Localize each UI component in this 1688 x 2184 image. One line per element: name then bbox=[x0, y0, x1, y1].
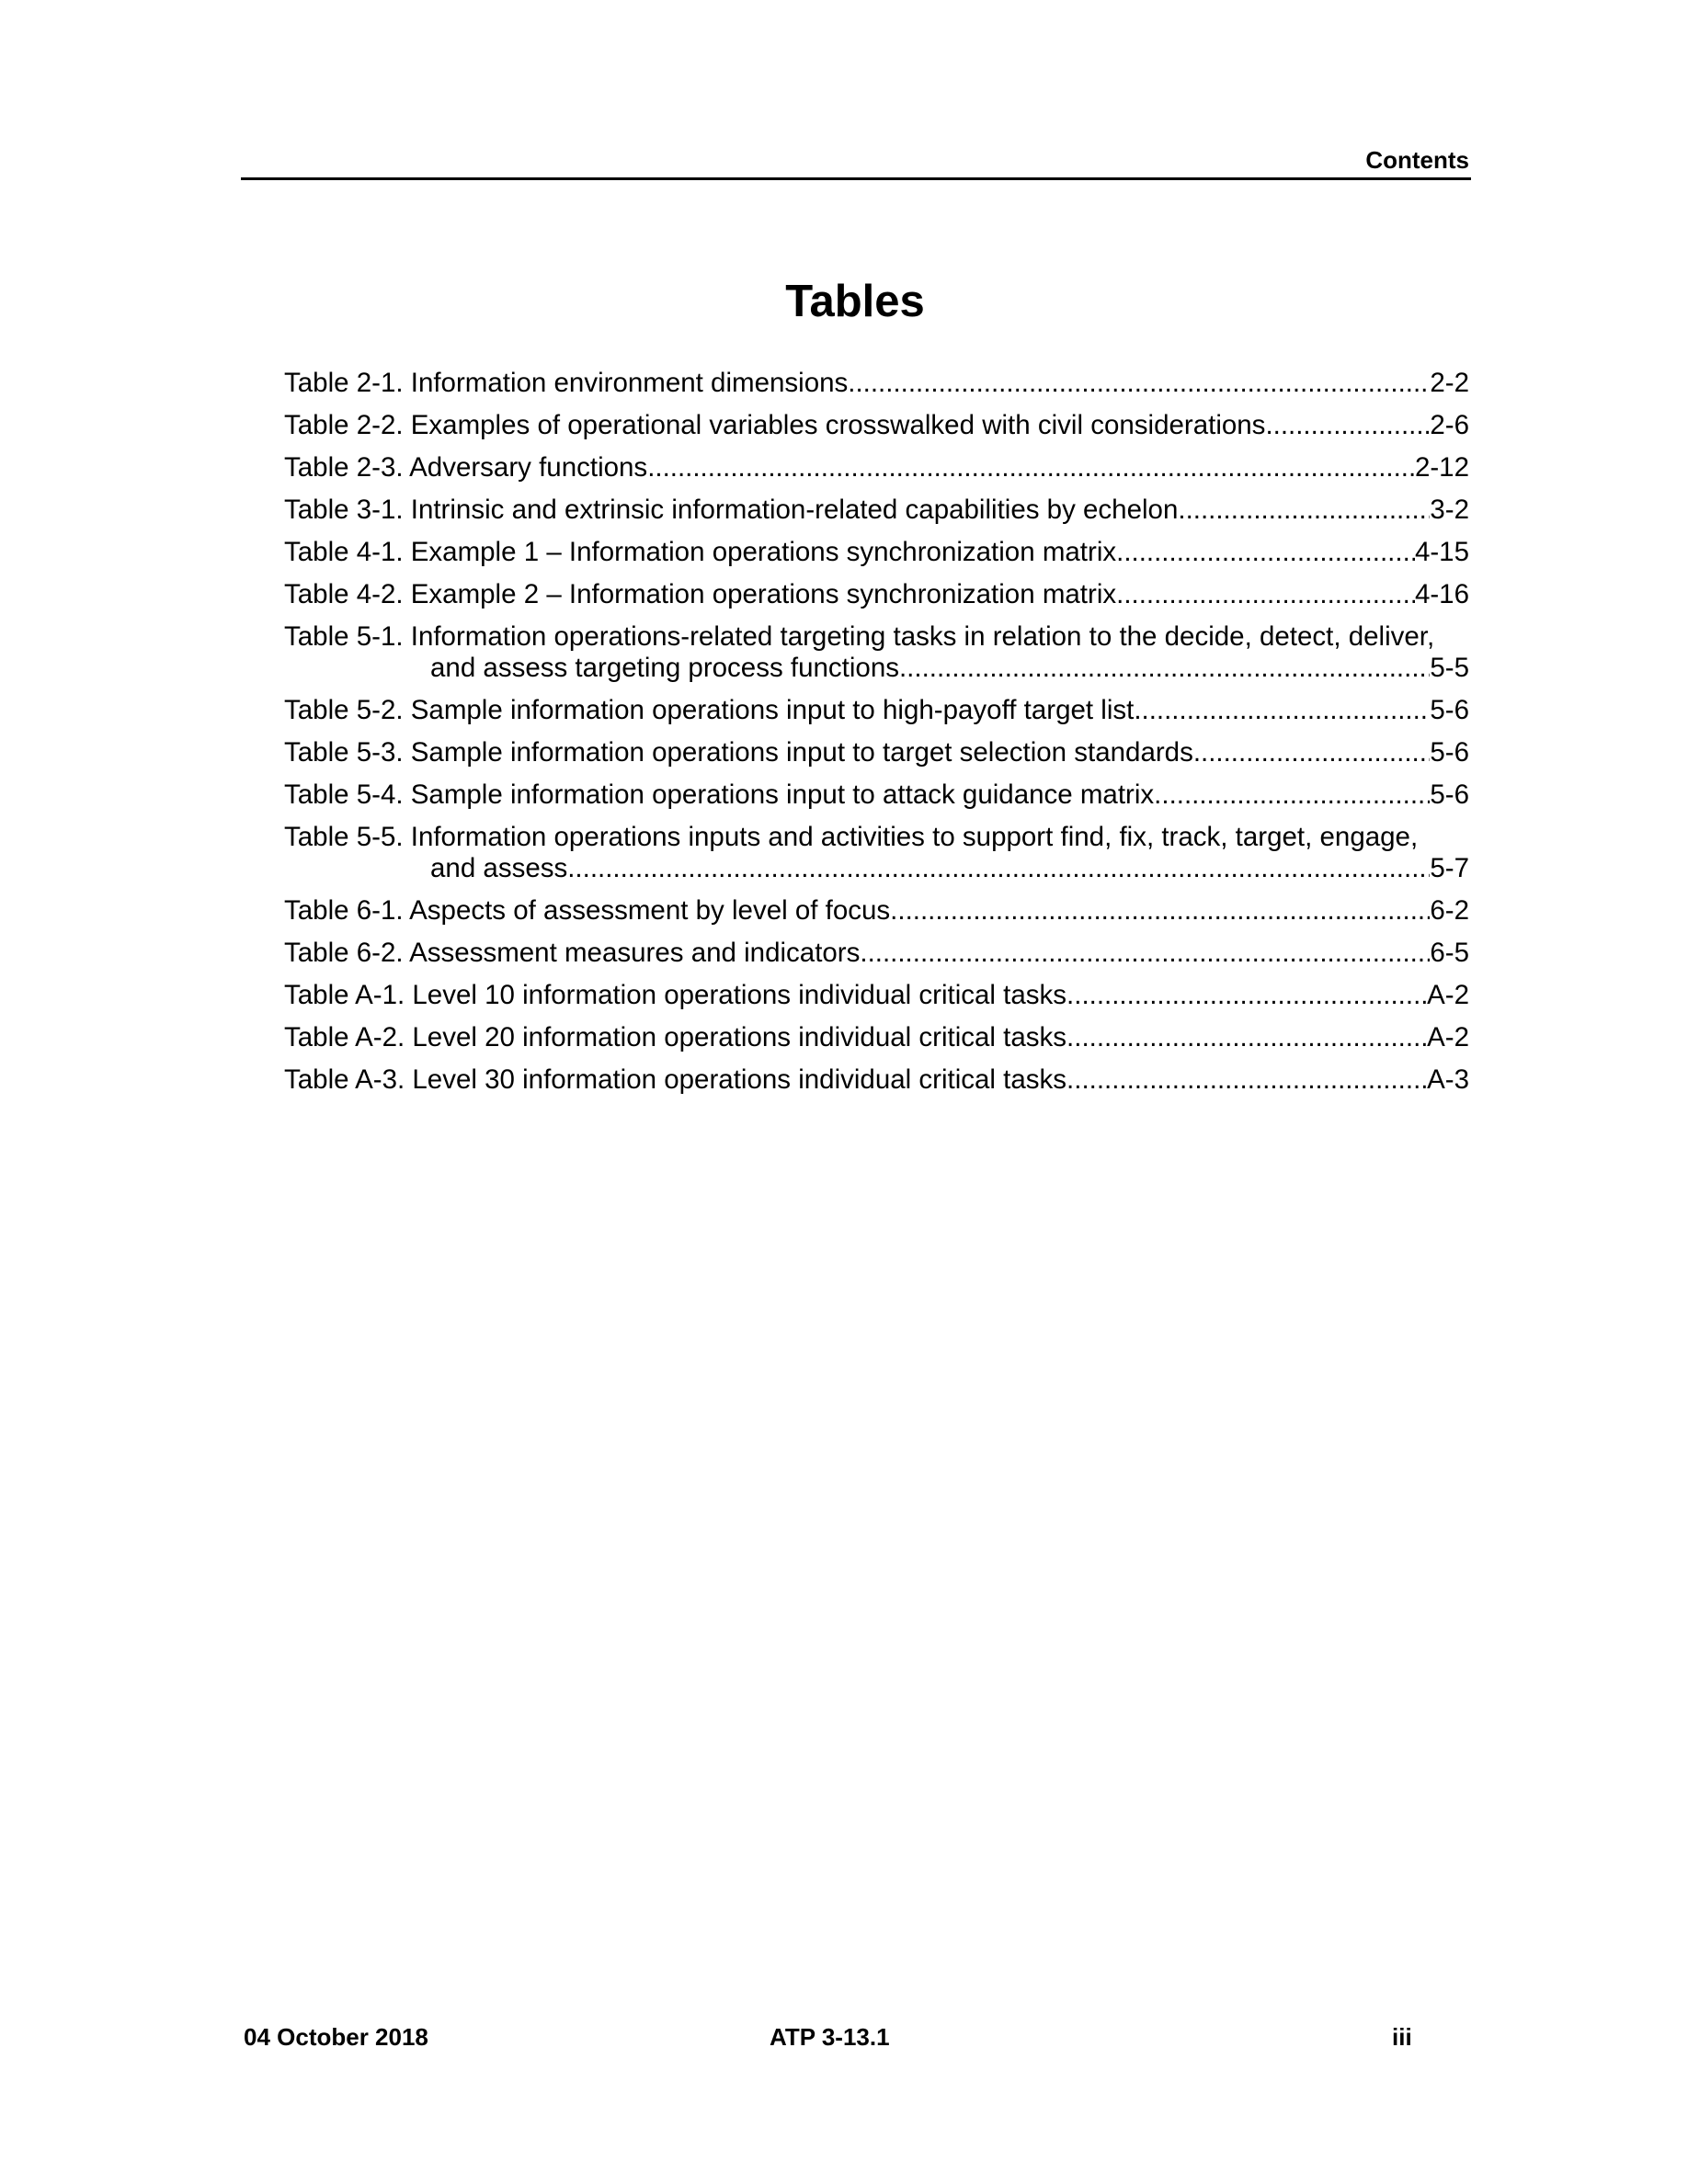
toc-entry-line bbox=[284, 537, 1469, 568]
toc-entry-line bbox=[284, 495, 1469, 526]
toc-entry-line bbox=[284, 895, 1469, 927]
dot-leader bbox=[567, 853, 1430, 884]
toc-entry-line bbox=[284, 779, 1469, 811]
dot-leader bbox=[1066, 1064, 1427, 1096]
toc-entry-continuation bbox=[284, 853, 1469, 884]
toc-entry[interactable] bbox=[284, 621, 1469, 684]
dot-leader bbox=[848, 368, 1430, 399]
footer-publication: ATP 3-13.1 bbox=[770, 2023, 890, 2051]
toc-entry-title: Table 2-3. Adversary functions bbox=[284, 452, 648, 483]
dot-leader bbox=[1265, 410, 1430, 441]
footer-date: 04 October 2018 bbox=[244, 2023, 428, 2051]
dot-leader bbox=[1066, 1022, 1427, 1053]
toc-entry-title: Table 2-2. Examples of operational variables crosswalked with civil considerations bbox=[284, 410, 1266, 440]
toc-entry-line bbox=[284, 1022, 1469, 1053]
toc-entry[interactable] bbox=[284, 980, 1469, 1011]
toc-entry-title: Table 6-1. Aspects of assessment by level of focus bbox=[284, 895, 891, 926]
toc-entry[interactable] bbox=[284, 695, 1469, 726]
toc-entry-line bbox=[284, 1064, 1469, 1096]
toc-entry-page: 5-7 bbox=[1430, 853, 1469, 883]
toc-entry-title: Table 4-2. Example 2 – Information operations synchronization matrix bbox=[284, 579, 1117, 609]
toc-entry[interactable] bbox=[284, 737, 1469, 768]
toc-entry-page: 5-6 bbox=[1430, 779, 1469, 810]
toc-entry-page: 5-6 bbox=[1430, 737, 1469, 768]
toc-entry-page: 5-5 bbox=[1430, 653, 1469, 683]
toc-entry[interactable] bbox=[284, 368, 1469, 399]
toc-entry-page: A-3 bbox=[1427, 1064, 1469, 1095]
toc-entry-page: 2-6 bbox=[1430, 410, 1469, 440]
toc-entry-page: A-2 bbox=[1427, 1022, 1469, 1052]
toc-entry-page: 6-2 bbox=[1430, 895, 1469, 926]
toc-entry-title: Table 5-2. Sample information operations input to high-payoff target list bbox=[284, 695, 1135, 725]
toc-entry-line bbox=[284, 938, 1469, 969]
dot-leader bbox=[860, 938, 1430, 969]
toc-entry-title: Table 6-2. Assessment measures and indicators bbox=[284, 938, 861, 968]
header-rule bbox=[241, 177, 1471, 180]
toc-entry-page: 3-2 bbox=[1430, 495, 1469, 525]
toc-entry[interactable] bbox=[284, 938, 1469, 969]
toc-entry-line bbox=[284, 737, 1469, 768]
dot-leader bbox=[890, 895, 1430, 927]
page-title: Tables bbox=[785, 277, 925, 326]
toc-entry[interactable] bbox=[284, 1022, 1469, 1053]
toc-entry-title: Table 5-4. Sample information operations input to attack guidance matrix bbox=[284, 779, 1155, 810]
toc-entry-continuation bbox=[284, 653, 1469, 684]
toc-entry-line bbox=[284, 368, 1469, 399]
toc-entry-page: 5-6 bbox=[1430, 695, 1469, 725]
toc-entry-title: Table A-3. Level 30 information operations individual critical tasks bbox=[284, 1064, 1067, 1095]
toc-entry[interactable] bbox=[284, 1064, 1469, 1096]
toc-entry-title: and assess targeting process functions bbox=[430, 653, 899, 683]
toc-entry-title: Table 5-3. Sample information operations input to target selection standards bbox=[284, 737, 1193, 768]
toc-entry-line bbox=[284, 452, 1469, 483]
toc-entry[interactable] bbox=[284, 579, 1469, 610]
toc-entry-title: and assess bbox=[430, 853, 568, 883]
toc-entry[interactable] bbox=[284, 895, 1469, 927]
toc-entry-title: Table 3-1. Intrinsic and extrinsic information-related capabilities by echelon bbox=[284, 495, 1179, 525]
toc-entry-page: 2-2 bbox=[1430, 368, 1469, 398]
toc-entry[interactable] bbox=[284, 779, 1469, 811]
dot-leader bbox=[1154, 779, 1430, 811]
dot-leader bbox=[1178, 495, 1430, 526]
footer-page-number: iii bbox=[1392, 2023, 1412, 2051]
dot-leader bbox=[1193, 737, 1431, 768]
toc-entry-page: 4-16 bbox=[1414, 579, 1469, 609]
toc-entry-page: 6-5 bbox=[1430, 938, 1469, 968]
toc-entry-title: Table 4-1. Example 1 – Information operations synchronization matrix bbox=[284, 537, 1117, 567]
toc-entry[interactable] bbox=[284, 410, 1469, 441]
toc-entry[interactable] bbox=[284, 822, 1469, 884]
toc-entry[interactable] bbox=[284, 495, 1469, 526]
toc-entry-line bbox=[284, 980, 1469, 1011]
dot-leader bbox=[647, 452, 1415, 483]
toc-entry-title: Table 5-5. Information operations inputs and activities to support find, fix, track, target, engage, bbox=[284, 822, 1419, 852]
toc-entry-line bbox=[284, 621, 1469, 653]
dot-leader bbox=[1116, 537, 1415, 568]
running-head: Contents bbox=[1365, 146, 1469, 174]
toc-entry-page: 2-12 bbox=[1414, 452, 1469, 483]
toc-entry-page: A-2 bbox=[1427, 980, 1469, 1010]
tables-list bbox=[284, 368, 1469, 1107]
toc-entry[interactable] bbox=[284, 452, 1469, 483]
toc-entry-title: Table A-1. Level 10 information operations individual critical tasks bbox=[284, 980, 1067, 1010]
toc-entry-line bbox=[284, 695, 1469, 726]
toc-entry-title: Table 2-1. Information environment dimensions bbox=[284, 368, 849, 398]
toc-entry[interactable] bbox=[284, 537, 1469, 568]
dot-leader bbox=[1066, 980, 1427, 1011]
toc-entry-line bbox=[284, 410, 1469, 441]
dot-leader bbox=[899, 653, 1430, 684]
toc-entry-line bbox=[284, 822, 1469, 853]
toc-entry-line bbox=[284, 579, 1469, 610]
toc-entry-page: 4-15 bbox=[1414, 537, 1469, 567]
toc-entry-title: Table 5-1. Information operations-related targeting tasks in relation to the decide, detect, deliver, bbox=[284, 621, 1435, 652]
dot-leader bbox=[1134, 695, 1430, 726]
dot-leader bbox=[1116, 579, 1415, 610]
toc-entry-title: Table A-2. Level 20 information operations individual critical tasks bbox=[284, 1022, 1067, 1052]
